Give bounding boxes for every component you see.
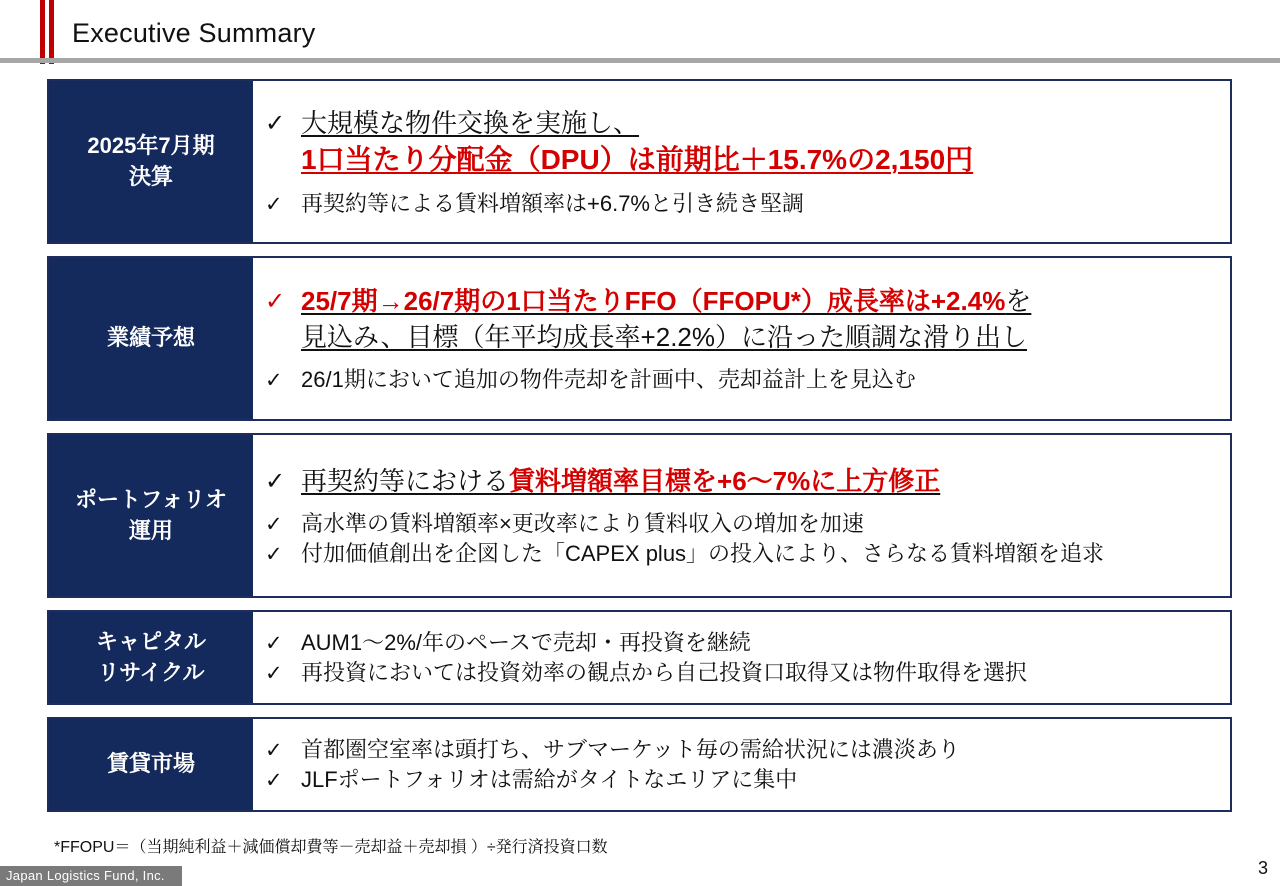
bullet-text: 26/1期において追加の物件売却を計画中、売却益計上を見込む bbox=[301, 366, 916, 392]
bullet-item bbox=[265, 628, 1230, 658]
section-label-line: キャピタル bbox=[95, 628, 206, 654]
bullet-item bbox=[265, 509, 1230, 539]
bullet-item bbox=[265, 463, 1230, 499]
header-accent-bar bbox=[40, 0, 45, 64]
section-body bbox=[253, 258, 1230, 419]
bullet-item bbox=[265, 658, 1230, 688]
check-icon: ✓ bbox=[265, 630, 283, 655]
section-label-line: 業績予想 bbox=[106, 325, 195, 351]
section-label-line: ポートフォリオ bbox=[74, 486, 228, 512]
bullet-text: を bbox=[1005, 285, 1032, 316]
header-accent-bar bbox=[49, 0, 54, 64]
check-icon: ✓ bbox=[265, 767, 283, 792]
check-icon: ✓ bbox=[265, 108, 286, 137]
bullet-text: AUM1～2%/年のペースで売却・再投資を継続 bbox=[301, 629, 751, 655]
section-forecast bbox=[47, 256, 1232, 421]
section-label-line: リサイクル bbox=[97, 659, 205, 685]
bullet-text: 再契約等による賃料増額率は+6.7%と引き続き堅調 bbox=[301, 190, 804, 216]
bullet-text: JLFポートフォリオは需給がタイトなエリアに集中 bbox=[301, 766, 798, 792]
bullet-item bbox=[265, 539, 1230, 569]
section-label bbox=[49, 612, 253, 703]
section-label bbox=[49, 258, 253, 419]
section-body bbox=[253, 612, 1230, 703]
section-capital-recycle bbox=[47, 610, 1232, 705]
page-number: 3 bbox=[1257, 858, 1268, 878]
check-icon: ✓ bbox=[265, 286, 286, 315]
section-label-line: 賃貸市場 bbox=[106, 751, 195, 777]
section-label bbox=[49, 81, 253, 242]
bullet-item bbox=[265, 365, 1230, 395]
bullet-item bbox=[265, 105, 1230, 179]
section-body bbox=[253, 81, 1230, 242]
bullet-item bbox=[265, 283, 1230, 355]
company-logo: Japan Logistics Fund, Inc. bbox=[0, 866, 182, 886]
bullet-emphasis: 25/7期→26/7期の1口当たりFFO（FFOPU*）成長率は+2.4% bbox=[301, 285, 1006, 316]
section-body bbox=[253, 719, 1230, 810]
check-icon: ✓ bbox=[265, 511, 283, 536]
page-title: Executive Summary bbox=[72, 18, 316, 48]
bullet-emphasis: 賃料増額率目標を+6～7%に上方修正 bbox=[509, 465, 941, 496]
bullet-emphasis: 1口当たり分配金（DPU）は前期比＋15.7%の2,150円 bbox=[301, 143, 974, 175]
section-portfolio bbox=[47, 433, 1232, 598]
bullet-item bbox=[265, 189, 1230, 219]
bullet-text: 大規模な物件交換を実施し、 bbox=[301, 107, 640, 138]
bullet-text: 高水準の賃料増額率×更改率により賃料収入の増加を加速 bbox=[301, 510, 864, 536]
bullet-item bbox=[265, 765, 1230, 795]
section-label-line: 運用 bbox=[128, 517, 173, 543]
section-label-line: 2025年7月期 bbox=[87, 132, 215, 158]
bullet-text: 再投資においては投資効率の観点から自己投資口取得又は物件取得を選択 bbox=[301, 659, 1028, 685]
footnote: *FFOPU＝（当期純利益＋減価償却費等－売却益＋売却損 ）÷発行済投資口数 bbox=[54, 839, 608, 856]
bullet-text: 再契約等における bbox=[301, 465, 510, 496]
section-results bbox=[47, 79, 1232, 244]
section-label bbox=[49, 435, 253, 596]
title-divider bbox=[0, 58, 1280, 63]
bullet-text: 見込み、目標（年平均成長率+2.2%）に沿った順調な滑り出し bbox=[301, 321, 1028, 352]
check-icon: ✓ bbox=[265, 191, 283, 216]
section-label bbox=[49, 719, 253, 810]
bullet-text: 首都圏空室率は頭打ち、サブマーケット毎の需給状況には濃淡あり bbox=[301, 736, 960, 762]
check-icon: ✓ bbox=[265, 466, 286, 495]
section-rental-market bbox=[47, 717, 1232, 812]
check-icon: ✓ bbox=[265, 737, 283, 762]
section-label-line: 決算 bbox=[128, 163, 173, 189]
bullet-item bbox=[265, 735, 1230, 765]
check-icon: ✓ bbox=[265, 367, 283, 392]
check-icon: ✓ bbox=[265, 660, 283, 685]
check-icon: ✓ bbox=[265, 541, 283, 566]
bullet-text: 付加価値創出を企図した「CAPEX plus」の投入により、さらなる賃料増額を追求 bbox=[301, 540, 1105, 566]
section-body bbox=[253, 435, 1230, 596]
